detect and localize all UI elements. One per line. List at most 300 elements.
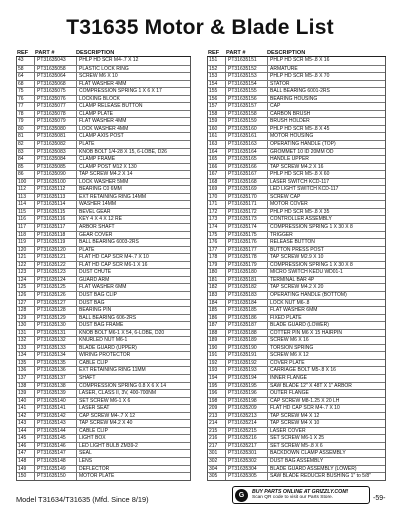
table-row	[208, 87, 385, 95]
table-row	[17, 140, 190, 148]
description-cell: CAP SCREW M4-.7 X 12	[79, 412, 136, 419]
ref-cell: 126	[17, 292, 35, 299]
part-number-cell: PT31635190	[226, 345, 268, 352]
description-cell: TORSION SPRING	[270, 344, 314, 351]
ref-cell: 117	[17, 224, 35, 231]
ref-cell: 170	[208, 194, 226, 201]
ref-cell: 215	[208, 428, 226, 435]
description-cell: OPERATING HANDLE (TOP)	[270, 141, 336, 148]
table-row	[17, 261, 190, 269]
table-row	[17, 336, 190, 344]
description-cell: CONTROLLER ASSEMBLY	[270, 216, 332, 223]
description-cell: DUST BAG ASSEMBLY	[270, 457, 324, 464]
description-cell: LIGHT BOX	[79, 435, 106, 442]
ref-cell: 136	[17, 367, 35, 374]
buy-parts-box[interactable]	[232, 486, 370, 504]
part-number-cell: PT31635163	[226, 141, 268, 148]
ref-cell: 305	[208, 473, 226, 480]
ref-cell: 216	[208, 435, 226, 442]
ref-cell: 142	[17, 413, 35, 420]
ref-cell: 143	[17, 420, 35, 427]
part-number-cell: PT31635194	[226, 375, 268, 382]
table-row	[17, 125, 190, 133]
part-number-cell: PT31635176	[226, 239, 268, 246]
description-cell: LASER SEAT	[79, 405, 110, 412]
description-cell: SET SCREW M6-1 X 6	[79, 397, 131, 404]
ref-cell: 121	[17, 254, 35, 261]
part-number-cell: PT31635166	[226, 164, 268, 171]
table-row	[208, 163, 385, 171]
table-row	[208, 65, 385, 73]
part-number-cell: PT31635184	[226, 300, 268, 307]
part-number-cell: PT31635112	[35, 186, 77, 193]
description-cell: FLAT WASHER 6MM	[79, 284, 127, 291]
description-cell: COVER PLATE	[270, 359, 305, 366]
ref-cell: 187	[208, 322, 226, 329]
table-row	[208, 57, 385, 65]
part-number-cell: PT31635168	[226, 179, 268, 186]
ref-cell: 157	[208, 103, 226, 110]
description-cell: BACKDOWN CLAMP ASSEMBLY	[270, 450, 346, 457]
table-row	[17, 193, 190, 201]
description-cell: FLAT WASHER 4MM	[79, 80, 127, 87]
ref-cell: 186	[208, 315, 226, 322]
table-row	[208, 170, 385, 178]
ref-cell: 145	[17, 435, 35, 442]
ref-cell: 68	[17, 81, 35, 88]
description-cell: LASER, CLASS II, 3V, 400-700NM	[79, 390, 157, 397]
description-cell: ARMATURE	[270, 65, 298, 72]
table-row	[208, 178, 385, 186]
description-cell: TERMINAL BAR 4P	[270, 276, 315, 283]
ref-cell: 198	[208, 398, 226, 405]
part-number-cell: PT31635169	[226, 186, 268, 193]
table-row	[17, 155, 190, 163]
table-row	[208, 397, 385, 405]
description-cell: SET SCREW M6-1 X 25	[270, 435, 325, 442]
part-number-cell: PT31635082	[35, 141, 77, 148]
ref-cell: 158	[208, 111, 226, 118]
part-number-cell: PT31635161	[226, 133, 268, 140]
description-cell: LOCK NUT M6-.8	[270, 299, 310, 306]
ref-cell: 177	[208, 247, 226, 254]
part-number-cell: PT31635080	[35, 126, 77, 133]
table-row	[208, 306, 385, 314]
description-cell: DUST BAG CLIP	[79, 291, 117, 298]
description-cell: BLADE GUARD ASSEMBLY (LOWER)	[270, 465, 357, 472]
table-row	[208, 382, 385, 390]
part-number-cell: PT31635068	[35, 81, 77, 88]
part-number-cell: PT31635213	[226, 413, 268, 420]
description-cell: PHLP HD SCR M5-.8 X 16	[270, 57, 330, 63]
table-row	[17, 366, 190, 374]
part-number-cell: PT31635120	[35, 247, 77, 254]
part-number-cell: PT31635125	[35, 284, 77, 291]
table-row	[208, 291, 385, 299]
description-cell: PLATE	[79, 141, 95, 148]
part-number-cell: PT31635084	[35, 156, 77, 163]
ref-cell: 178	[208, 254, 226, 261]
part-number-cell: PT31635146	[35, 443, 77, 450]
table-row	[208, 246, 385, 254]
ref-cell: 153	[208, 73, 226, 80]
table-row	[208, 283, 385, 291]
ref-cell: 127	[17, 300, 35, 307]
ref-cell: 191	[208, 352, 226, 359]
table-row	[208, 253, 385, 261]
part-number-cell: PT31635138	[35, 383, 77, 390]
ref-cell: 183	[208, 292, 226, 299]
part-number-cell: PT31635043	[35, 57, 77, 65]
table-row	[17, 465, 190, 473]
ref-cell: 80	[17, 126, 35, 133]
part-number-cell: PT31635164	[226, 149, 268, 156]
ref-cell: 156	[208, 96, 226, 103]
part-number-cell: PT31635157	[226, 103, 268, 110]
description-cell: KNOB BOLT M6-1 X 54, 6-LOBE, D20	[79, 329, 165, 336]
buy-parts-text: BUY PARTS ONLINE AT GRIZZLY.COM!	[252, 489, 349, 495]
description-cell: CABLE CLIP	[79, 359, 108, 366]
part-number-cell: PT31635124	[35, 277, 77, 284]
description-cell: EXT RETAINING RING 14MM	[79, 193, 147, 200]
description-cell: PHLP HD SCR M5-.8 X 70	[270, 73, 330, 80]
description-cell: CLAMP PLATE	[79, 110, 113, 117]
description-cell: GEAR COVER	[79, 231, 113, 238]
table-row	[17, 457, 190, 465]
part-number-cell: PT31635159	[226, 118, 268, 125]
parts-table-left	[16, 50, 191, 481]
table-row	[208, 276, 385, 284]
description-cell: TAP SCREW M4.2 X 16	[270, 163, 324, 170]
ref-cell: 185	[208, 307, 226, 314]
table-row	[17, 80, 190, 88]
ref-cell: 209	[208, 405, 226, 412]
part-number-cell: PT31635144	[35, 428, 77, 435]
ref-cell: 189	[208, 337, 226, 344]
table-row	[17, 163, 190, 171]
ref-cell: 175	[208, 232, 226, 239]
ref-cell: 302	[208, 458, 226, 465]
ref-cell: 164	[208, 149, 226, 156]
part-number-cell: PT31635129	[35, 315, 77, 322]
description-cell: FLAT HD CAP SCR M4-.7 X 10	[270, 405, 340, 412]
table-row	[17, 170, 190, 178]
ref-cell: 119	[17, 239, 35, 246]
description-cell: SET SCREW M5-.8 X 6	[270, 442, 323, 449]
table-row	[17, 449, 190, 457]
part-number-cell: PT31635149	[35, 466, 77, 473]
table-row	[17, 268, 190, 276]
ref-cell: 58	[17, 66, 35, 73]
table-row	[208, 314, 385, 322]
table-row	[17, 472, 190, 480]
description-cell: SCREW CAP	[270, 193, 301, 200]
description-cell: BALL BEARING 6001-2RS	[270, 88, 330, 95]
ref-cell: 172	[208, 209, 226, 216]
ref-cell: 83	[17, 149, 35, 156]
part-number-cell: PT31635177	[226, 247, 268, 254]
part-number-cell: PT31635174	[226, 224, 268, 231]
part-number-cell: PT31635145	[35, 435, 77, 442]
description-cell: CLAMP POST M12 X 130	[79, 163, 137, 170]
table-row	[208, 268, 385, 276]
table-row	[17, 397, 190, 405]
description-cell: ARBOR SHAFT	[79, 224, 115, 231]
description-cell: LOCKING BLOCK	[79, 95, 120, 102]
table-row	[208, 351, 385, 359]
table-row	[208, 215, 385, 223]
ref-cell: 82	[17, 141, 35, 148]
description-cell: PHLP HD SCR M5-.8 X 60	[270, 171, 330, 178]
description-cell: BLADE GUARD (UPPER)	[79, 344, 137, 351]
part-number-cell: PT31635158	[226, 111, 268, 118]
description-cell: BEARING C0 6MM	[79, 186, 122, 193]
ref-cell: 193	[208, 367, 226, 374]
table-row	[208, 336, 385, 344]
table-row	[17, 329, 190, 337]
ref-cell: 161	[208, 133, 226, 140]
ref-cell: 84	[17, 156, 35, 163]
description-cell: BRUSH HOLDER	[270, 118, 310, 125]
part-number-cell: PT31635139	[35, 390, 77, 397]
part-number-cell: PT31635188	[226, 330, 268, 337]
ref-cell: 79	[17, 118, 35, 125]
table-row	[208, 427, 385, 435]
table-row	[17, 382, 190, 390]
ref-cell: 151	[208, 57, 226, 65]
part-number-cell: PT31635196	[226, 390, 268, 397]
description-cell: DUST BAG	[79, 299, 105, 306]
part-number-cell: PT31635076	[35, 96, 77, 103]
ref-cell: 149	[17, 466, 35, 473]
table-row	[208, 465, 385, 473]
ref-cell: 184	[208, 300, 226, 307]
part-number-cell: PT31635156	[226, 96, 268, 103]
description-cell: OPERATING HANDLE (BOTTOM)	[270, 291, 347, 298]
description-cell: SAW BLADE 12" X 48T X 1" ARBOR	[270, 382, 352, 389]
table-row	[17, 283, 190, 291]
ref-cell: 124	[17, 277, 35, 284]
model-footer: Model T31634/T31635 (Mfd. Since 8/19)	[16, 495, 149, 504]
table-row	[208, 208, 385, 216]
ref-cell: 214	[208, 420, 226, 427]
description-cell: EXT RETAINING RING 11MM	[79, 367, 146, 374]
part-number-cell: PT31635155	[226, 88, 268, 95]
part-number-cell: PT31635198	[226, 398, 268, 405]
part-number-cell: PT31635189	[226, 337, 268, 344]
part-number-cell: PT31635217	[226, 443, 268, 450]
table-row	[208, 148, 385, 156]
part-number-cell: PT31635143	[35, 420, 77, 427]
table-row	[208, 374, 385, 382]
description-cell: LOCK WASHER 4MM	[79, 125, 129, 132]
table-row	[17, 442, 190, 450]
part-number-cell: PT31635151	[226, 57, 268, 65]
ref-cell: 171	[208, 201, 226, 208]
ref-cell: 144	[17, 428, 35, 435]
table-row	[17, 208, 190, 216]
ref-cell: 100	[17, 179, 35, 186]
part-number-cell: PT31635126	[35, 292, 77, 299]
table-row	[208, 95, 385, 103]
header-part: PART #	[35, 50, 55, 56]
header-description: DESCRIPTION	[76, 50, 115, 56]
ref-cell: 163	[208, 141, 226, 148]
ref-cell: 140	[17, 398, 35, 405]
description-cell: SCREW M6 X 16	[270, 337, 309, 344]
description-cell: MOTOR COVER	[270, 201, 308, 208]
description-cell: BUTTON PRESS POST	[270, 246, 324, 253]
ref-cell: 43	[17, 57, 35, 65]
ref-cell: 190	[208, 345, 226, 352]
table-row	[17, 65, 190, 73]
part-number-cell: PT31635083	[35, 149, 77, 156]
ref-cell: 81	[17, 133, 35, 140]
table-row	[208, 457, 385, 465]
part-number-cell: PT31635090	[35, 171, 77, 178]
description-cell: WIRING PROTECTOR	[79, 352, 131, 359]
description-cell: PHLP HD SCR M5-.8 X 45	[270, 125, 330, 132]
description-cell: GUARD ARM	[79, 276, 110, 283]
ref-cell: 137	[17, 375, 35, 382]
description-cell: SCREW M6 X 12	[270, 352, 309, 359]
part-number-cell: PT31635135	[35, 360, 77, 367]
ref-cell: 113	[17, 194, 35, 201]
part-number-cell: PT31635064	[35, 73, 77, 80]
table-row	[208, 223, 385, 231]
description-cell: FLAT HD CAP SCR M6-1 X 16	[79, 261, 148, 268]
table-row	[17, 215, 190, 223]
table-row	[17, 276, 190, 284]
table-row	[208, 329, 385, 337]
ref-cell: 120	[17, 247, 35, 254]
table-row	[17, 419, 190, 427]
part-number-cell: PT31635165	[226, 156, 268, 163]
description-cell: PHLP HD SCR M5-.8 X 35	[270, 208, 330, 215]
description-cell: CLAMP RELEASE BUTTON	[79, 103, 143, 110]
part-number-cell: PT31635148	[35, 458, 77, 465]
part-number-cell: PT31635118	[35, 232, 77, 239]
table-row	[208, 449, 385, 457]
table-row	[208, 140, 385, 148]
table-row	[208, 117, 385, 125]
ref-cell: 165	[208, 156, 226, 163]
table-row	[17, 238, 190, 246]
part-number-cell: PT31635195	[226, 383, 268, 390]
description-cell: LASER COVER	[270, 427, 306, 434]
table-row	[17, 374, 190, 382]
page-number: -59-	[373, 495, 386, 502]
part-number-cell: PT31635215	[226, 428, 268, 435]
ref-cell: 196	[208, 390, 226, 397]
table-row	[17, 102, 190, 110]
table-row	[17, 132, 190, 140]
ref-cell: 141	[17, 405, 35, 412]
ref-cell: 139	[17, 390, 35, 397]
ref-cell: 138	[17, 383, 35, 390]
ref-cell: 123	[17, 269, 35, 276]
part-number-cell: PT31635100	[35, 179, 77, 186]
part-number-cell: PT31635114	[35, 201, 77, 208]
part-number-cell: PT31635079	[35, 118, 77, 125]
part-number-cell: PT31635117	[35, 224, 77, 231]
ref-cell: 129	[17, 315, 35, 322]
part-number-cell: PT31635058	[35, 66, 77, 73]
description-cell: FLAT WASHER 6MM	[270, 307, 318, 314]
table-row	[208, 200, 385, 208]
description-cell: LASER SWITCH KCD-117	[270, 178, 330, 185]
table-body-right	[207, 57, 386, 481]
ref-cell: 166	[208, 164, 226, 171]
description-cell: INNER FLANGE	[270, 374, 307, 381]
description-cell: CLAMP AXIS POST	[79, 133, 124, 140]
description-cell: CAP SCREW M8-1.25 X 20 LH	[270, 397, 340, 404]
part-number-cell: PT31635115	[35, 209, 77, 216]
description-cell: BEARING HOUSING	[270, 95, 318, 102]
description-cell: CLAMP FRAME	[79, 156, 116, 163]
ref-cell: 181	[208, 277, 226, 284]
part-number-cell: PT31635121	[35, 254, 77, 261]
description-cell: LED LIGHT BULB ZM39-2	[79, 442, 138, 449]
description-cell: PLASTIC LOCK RING	[79, 65, 129, 72]
ref-cell: 122	[17, 262, 35, 269]
description-cell: MOTOR HOUSING	[270, 133, 314, 140]
part-number-cell: PT31635302	[226, 458, 268, 465]
ref-cell: 213	[208, 413, 226, 420]
description-cell: TAP SCREW M4.2 X 40	[79, 420, 133, 427]
part-number-cell: PT31635301	[226, 450, 268, 457]
description-cell: PHLP HD SCR M4-.7 X 12	[79, 57, 139, 63]
table-row	[17, 404, 190, 412]
description-cell: BEVEL GEAR	[79, 208, 111, 215]
table-row	[208, 321, 385, 329]
table-row	[17, 321, 190, 329]
table-row	[17, 231, 190, 239]
part-number-cell: PT31635150	[35, 473, 77, 480]
part-number-cell: PT31635081	[35, 133, 77, 140]
part-number-cell: PT31635131	[35, 330, 77, 337]
part-number-cell: PT31635180	[226, 269, 268, 276]
description-cell: KNURLED NUT M6-1	[79, 337, 128, 344]
ref-cell: 146	[17, 443, 35, 450]
description-cell: COMPRESSION SPRING 1 X 6 X 17	[79, 88, 162, 95]
description-cell: DEFLECTOR	[79, 465, 110, 472]
description-cell: FLAT WASHER 4MM	[79, 118, 127, 125]
table-row	[208, 110, 385, 118]
part-number-cell: PT31635171	[226, 201, 268, 208]
ref-cell: 167	[208, 171, 226, 178]
part-number-cell: PT31635136	[35, 367, 77, 374]
ref-cell: 304	[208, 466, 226, 473]
part-number-cell: PT31635179	[226, 262, 268, 269]
ref-cell: 192	[208, 360, 226, 367]
table-row	[208, 404, 385, 412]
part-number-cell: PT31635160	[226, 126, 268, 133]
qr-code-text: Scan QR code to visit our Parts Store.	[252, 495, 334, 500]
description-cell: LENS	[79, 457, 93, 464]
table-header	[207, 50, 386, 57]
description-cell: SHAFT	[79, 374, 96, 381]
part-number-cell: PT31635182	[226, 284, 268, 291]
table-row	[208, 366, 385, 374]
part-number-cell: PT31635172	[226, 209, 268, 216]
description-cell: MICRO SWITCH KEDU WD01-1	[270, 269, 343, 276]
table-row	[17, 200, 190, 208]
description-cell: LOCK WASHER 5MM	[79, 178, 129, 185]
ref-cell: 135	[17, 360, 35, 367]
grizzly-bear-logo-icon: G	[235, 489, 248, 502]
ref-cell: 116	[17, 216, 35, 223]
